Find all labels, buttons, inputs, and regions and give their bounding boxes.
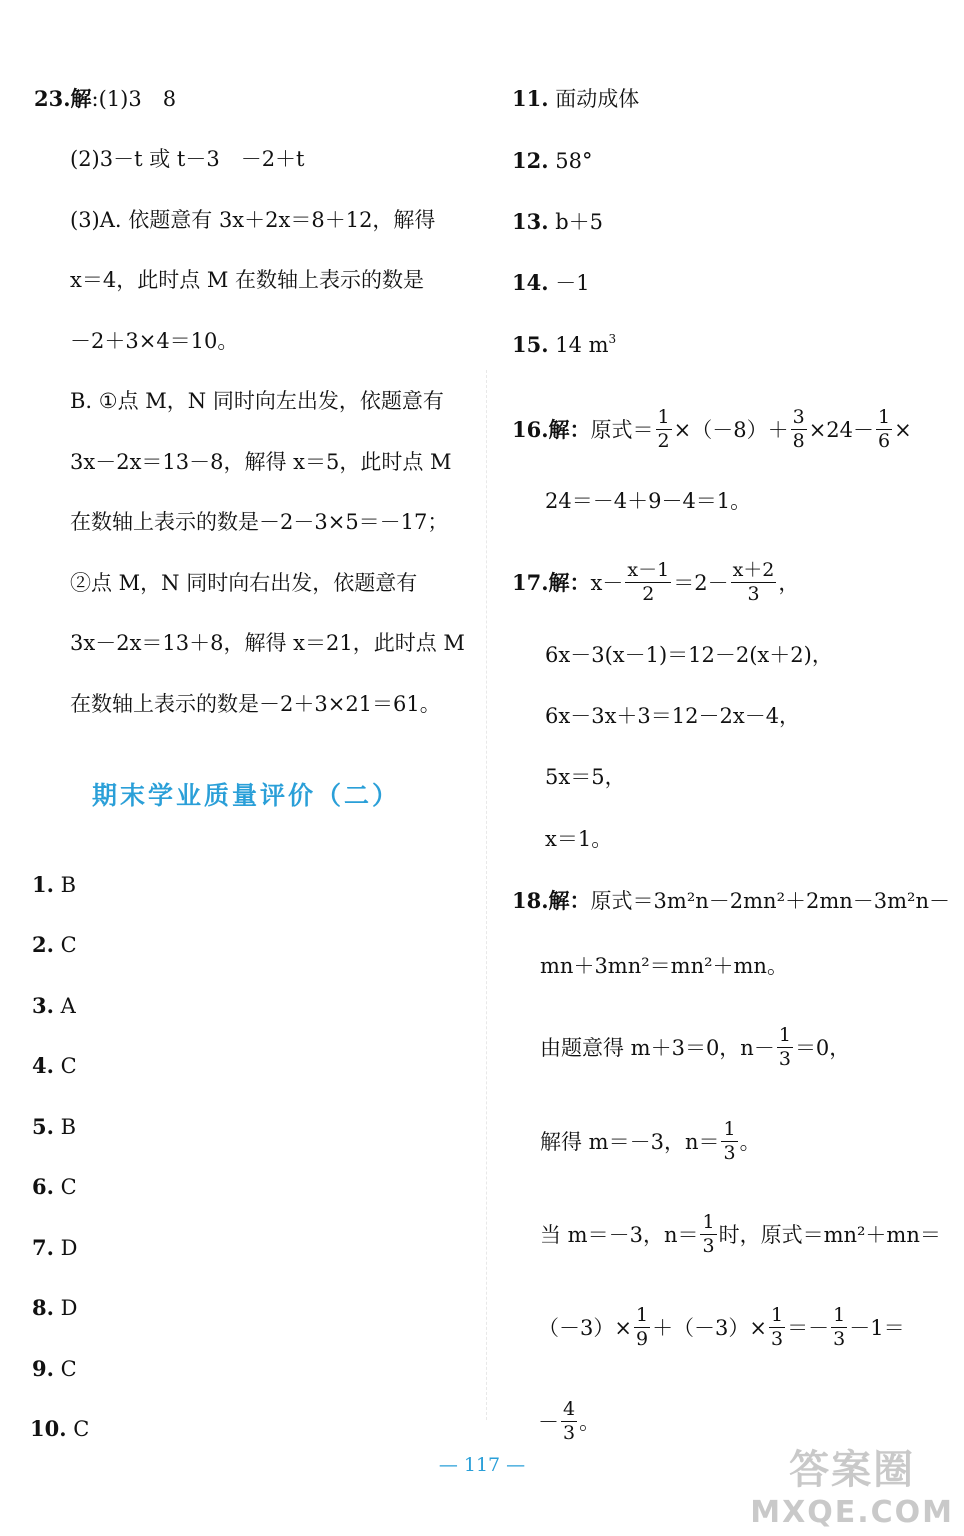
page-number: — 117 — [438,1454,526,1476]
q23-partB2-line3: 在数轴上表示的数是－2＋3×21＝61。 [70,692,441,716]
fraction: $\frac{1}{3}$ [771,1304,784,1350]
answer-10: 10. C [30,1416,90,1441]
fraction: $\frac{1}{3}$ [778,1024,791,1070]
q18-line3: 由题意得 m＋3＝0，n－ $\frac{1}{3}$ ＝0， [540,1024,851,1070]
q18-line1: 18.解：原式＝3m²n－2mn²＋2mn－3m²n－ [512,888,950,913]
answer-6: 6. C [32,1174,77,1199]
answer-3: 3. A [32,993,76,1018]
answer-1: 1. B [32,872,77,897]
fraction: $\frac{x+2}{3}$ [732,559,775,605]
q17-line1: 17.解：x－ $\frac{x-1}{2}$ ＝2－ $\frac{x+2}{3}$ ， [512,559,800,605]
q18-line6: （－3）× $\frac{1}{9}$ ＋（－3）× $\frac{1}{3}$ ＝－ $\frac{1}{3}$ －1＝ [538,1304,905,1350]
answer-2: 2. C [32,932,77,957]
answer-14: 14. －1 [512,270,590,295]
answer-11: 11. 面动成体 [512,86,640,111]
q18-line4: 解得 m＝－3，n＝ $\frac{1}{3}$ 。 [540,1118,761,1164]
watermark-logo [750,1438,954,1530]
fraction: $\frac{3}{8}$ [792,406,805,452]
q23-solution-label: 解 [70,86,92,111]
q17-line5: x＝1。 [545,827,613,851]
answer-7: 7. D [32,1235,78,1260]
q17-line4: 5x＝5， [545,765,626,789]
q23-part3-line2: x＝4，此时点 M 在数轴上表示的数是 [70,268,425,292]
fraction: $\frac{1}{3}$ [833,1304,846,1350]
column-divider [486,370,487,1420]
watermark-line1: 答案圈 [789,1447,916,1493]
fraction: $\frac{4}{3}$ [563,1398,576,1444]
answer-9: 9. C [32,1356,77,1381]
q16-line2: 24＝－4＋9－4＝1。 [545,489,752,513]
q23-partB-line1: B. ①点 M，N 同时向左出发，依题意有 [70,389,444,413]
q23-number: 23. [34,86,71,111]
answer-5: 5. B [32,1114,77,1139]
q23-partB-line3: 在数轴上表示的数是－2－3×5＝－17； [70,510,449,534]
fraction: $\frac{x-1}{2}$ [627,559,670,605]
q23-part3-line1: (3)A. 依题意有 3x＋2x＝8＋12，解得 [70,208,436,232]
q23-part2: (2)3－t 或 t－3 －2＋t [70,147,305,171]
q23-part1: (1)3 8 [98,87,177,111]
answer-13: 13. b＋5 [512,209,604,234]
q23-partB2-line1: ②点 M，N 同时向右出发，依题意有 [70,571,418,595]
fraction: $\frac{1}{3}$ [723,1118,736,1164]
q23-partB2-line2: 3x－2x＝13＋8，解得 x＝21，此时点 M [70,631,465,655]
fraction: $\frac{1}{6}$ [878,406,891,452]
answer-4: 4. C [32,1053,77,1078]
fraction: $\frac{1}{3}$ [702,1211,715,1257]
q17-line2: 6x－3(x－1)＝12－2(x＋2)， [545,643,833,667]
q18-line5: 当 m＝－3，n＝ $\frac{1}{3}$ 时，原式＝mn²＋mn＝ [540,1211,941,1257]
q23-line1: 23.解:(1)3 8 [34,86,177,111]
q23-part3-line3: －2＋3×4＝10。 [70,329,239,353]
answer-12: 12. 58° [512,148,593,173]
q18-line7: － $\frac{4}{3}$ 。 [538,1398,601,1444]
fraction: $\frac{1}{9}$ [635,1304,649,1350]
q18-line2: mn＋3mn²＝mn²＋mn。 [540,954,788,978]
section-title: 期末学业质量评价（二） [92,781,401,810]
q17-line3: 6x－3x＋3＝12－2x－4， [545,704,801,728]
fraction: $\frac{1}{2}$ [657,406,670,452]
q16-line1: 16.解：原式＝ $\frac{1}{2}$ ×（－8）＋ $\frac{3}{8}$ ×24－ $\frac{1}{6}$ × [512,406,912,452]
q23-partB-line2: 3x－2x＝13－8，解得 x＝5，此时点 M [70,450,452,474]
answer-8: 8. D [32,1295,78,1320]
answer-15: 15. 14 $m^3$ [512,332,617,357]
watermark-line2: MXQE.COM [750,1495,954,1530]
